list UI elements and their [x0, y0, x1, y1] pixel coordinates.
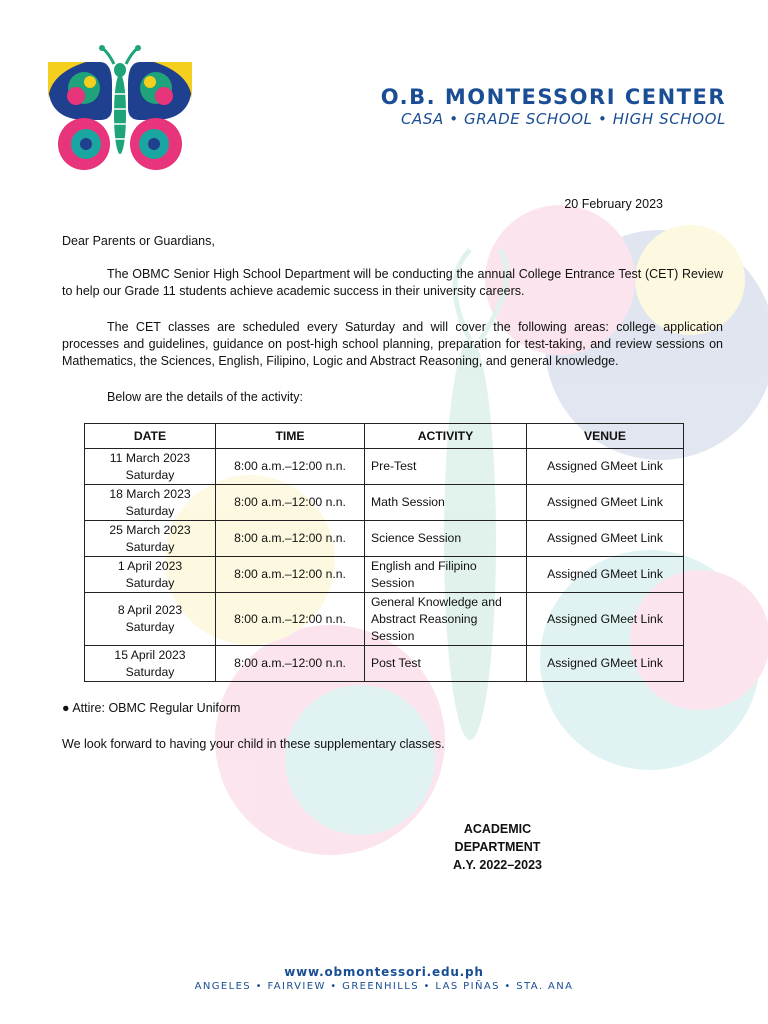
table-row: [85, 449, 684, 485]
time-cell: 8:00 a.m.–12:00 n.n.: [216, 485, 365, 521]
venue-cell: Assigned GMeet Link: [527, 593, 684, 646]
closing-line: We look forward to having your child in these supplementary classes.: [62, 737, 445, 751]
venue-cell: Assigned GMeet Link: [527, 646, 684, 682]
date-text: 15 April 2023: [114, 647, 186, 662]
date-text: 18 March 2023: [109, 486, 191, 501]
website-url: www.obmontessori.edu.ph: [284, 965, 484, 979]
time-cell: 8:00 a.m.–12:00 n.n.: [216, 593, 365, 646]
date-cell: [85, 521, 216, 557]
day-text: Saturday: [125, 620, 175, 634]
venue-cell: Assigned GMeet Link: [527, 557, 684, 593]
activity-cell: General Knowledge and Abstract Reasoning Session: [365, 593, 527, 646]
activity-cell: Math Session: [365, 485, 527, 521]
signature-block: [425, 820, 570, 874]
time-cell: 8:00 a.m.–12:00 n.n.: [216, 557, 365, 593]
org-name: O.B. MONTESSORI CENTER: [380, 85, 726, 109]
venue-cell: Assigned GMeet Link: [527, 485, 684, 521]
table-row: [85, 593, 684, 646]
paragraph-areas: The CET classes are scheduled every Saturday and will cover the following areas: college application processes and guidelines, guidance on post-high school planning, preparation for test-taking, and review sessions on Mathematics, the Sciences, English, Filipino, Logic and Abstract Reasoning, and general knowledge.: [62, 320, 723, 368]
time-cell: 8:00 a.m.–12:00 n.n.: [216, 521, 365, 557]
time-cell: 8:00 a.m.–12:00 n.n.: [216, 646, 365, 682]
activity-cell: Pre-Test: [365, 449, 527, 485]
table-row: [85, 646, 684, 682]
column-header-activity: ACTIVITY: [365, 424, 527, 449]
paragraph-intro: The OBMC Senior High School Department will be conducting the annual College Entrance Test (CET) Review to help our Grade 11 students achieve academic success in their university careers.: [62, 267, 723, 298]
table-row: [85, 485, 684, 521]
branch-list: ANGELES • FAIRVIEW • GREENHILLS • LAS PIÑAS • STA. ANA: [194, 981, 574, 992]
table-header-row: [85, 424, 684, 449]
table-row: [85, 557, 684, 593]
venue-cell: Assigned GMeet Link: [527, 449, 684, 485]
date-text: 25 March 2023: [109, 522, 191, 537]
schedule-table: [84, 423, 684, 682]
letter-date: 20 February 2023: [564, 197, 663, 211]
date-text: 8 April 2023: [117, 603, 183, 617]
salutation: Dear Parents or Guardians,: [62, 234, 215, 248]
column-header-date: DATE: [85, 424, 216, 449]
org-subtitle: CASA • GRADE SCHOOL • HIGH SCHOOL: [400, 110, 726, 128]
venue-cell: Assigned GMeet Link: [527, 521, 684, 557]
activity-cell: Science Session: [365, 521, 527, 557]
column-header-venue: VENUE: [527, 424, 684, 449]
date-cell: [85, 557, 216, 593]
org-header: [381, 86, 726, 128]
academic-year: A.Y. 2022–2023: [453, 858, 542, 872]
day-text: Saturday: [125, 503, 175, 518]
column-header-time: TIME: [216, 424, 365, 449]
paragraph-details-intro: Below are the details of the activity:: [107, 390, 303, 404]
activity-cell: English and Filipino Session: [365, 557, 527, 593]
page-footer: [0, 965, 768, 992]
day-text: Saturday: [125, 539, 175, 554]
date-cell: [85, 593, 216, 646]
attire-note: ● Attire: OBMC Regular Uniform: [62, 701, 241, 715]
day-text: Saturday: [125, 467, 175, 482]
date-text: 11 March 2023: [109, 450, 191, 465]
butterfly-logo-icon: [46, 44, 194, 174]
date-cell: [85, 646, 216, 682]
date-cell: [85, 485, 216, 521]
day-text: Saturday: [125, 664, 175, 679]
date-cell: [85, 449, 216, 485]
department-name: ACADEMIC DEPARTMENT: [454, 822, 541, 854]
day-text: Saturday: [125, 575, 175, 590]
table-row: [85, 521, 684, 557]
activity-cell: Post Test: [365, 646, 527, 682]
date-text: 1 April 2023: [117, 558, 183, 573]
time-cell: 8:00 a.m.–12:00 n.n.: [216, 449, 365, 485]
